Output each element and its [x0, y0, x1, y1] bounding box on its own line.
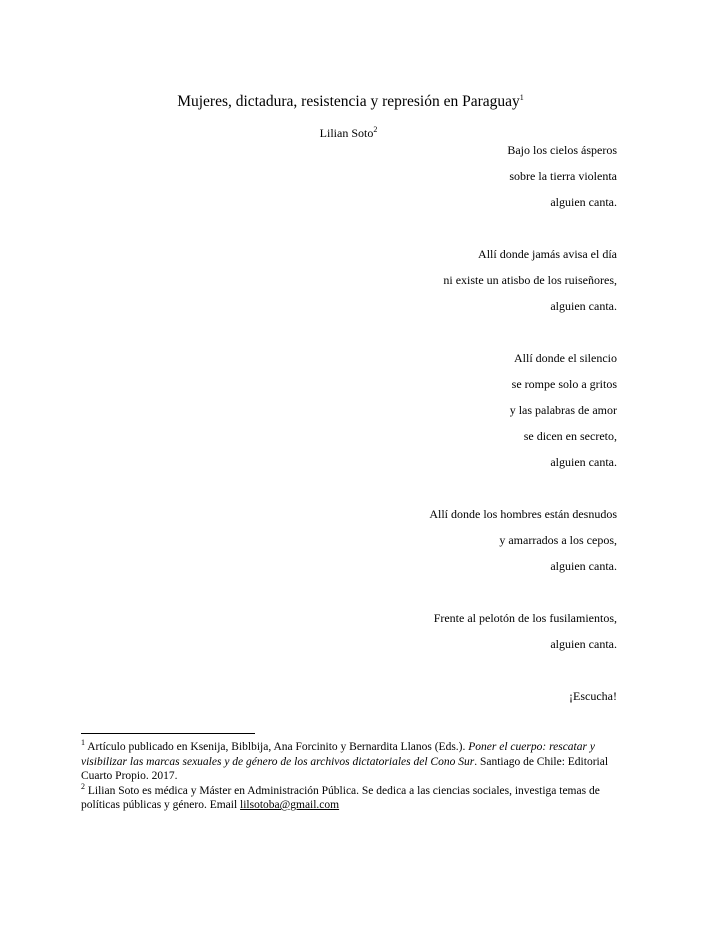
poem-line: alguien canta. [550, 455, 617, 469]
document-title [0, 92, 701, 112]
poem-line: Allí donde el silencio [514, 351, 617, 365]
poem-stanza [257, 608, 617, 660]
poem-stanza [257, 140, 617, 218]
poem-line: y las palabras de amor [509, 403, 617, 417]
poem-line: sobre la tierra violenta [509, 169, 617, 183]
footnote-1-publisher: . Santiago de Chile: Editorial Cuarto Propio. 2017. [81, 755, 609, 782]
footnote-1-mark: 1 [81, 738, 85, 748]
author-footnote-mark[interactable]: 2 [373, 125, 378, 134]
poem-stanza [257, 686, 617, 712]
author-line [0, 125, 697, 141]
author-name: Lilian Soto [319, 126, 374, 140]
poem-line: Frente al pelotón de los fusilamientos, [433, 611, 617, 625]
title-footnote-mark[interactable]: 1 [519, 92, 524, 102]
footnote-2-mark: 2 [81, 781, 85, 791]
poem-stanza [257, 244, 617, 322]
poem-line: se rompe solo a gritos [511, 377, 617, 391]
footnote-1-book-title: Poner el cuerpo: rescatar y visibilizar las marcas sexuales y de género de los archivos dictatoriales del Cono Sur [81, 741, 595, 768]
poem-stanza [257, 504, 617, 582]
poem-line: Allí donde jamás avisa el día [478, 247, 617, 261]
footnote-1 [81, 740, 621, 784]
poem-line: y amarrados a los cepos, [499, 533, 617, 547]
footnote-separator [81, 733, 255, 734]
poem-line: Allí donde los hombres están desnudos [429, 507, 617, 521]
poem-line: alguien canta. [550, 195, 617, 209]
footnote-2-text: Lilian Soto es médica y Máster en Administración Pública. Se dedica a las ciencias sociales, investiga temas de políticas públicas y género. Email [81, 784, 600, 811]
poem-line: alguien canta. [550, 637, 617, 651]
poem-line: alguien canta. [550, 559, 617, 573]
footnote-1-text: Artículo publicado en Ksenija, Biblbija, Ana Forcinito y Bernardita Llanos (Eds.). [87, 741, 466, 753]
poem-line: ni existe un atisbo de los ruiseñores, [443, 273, 617, 287]
footnote-2 [81, 781, 621, 813]
title-text: Mujeres, dictadura, resistencia y represión en Paraguay [177, 93, 520, 110]
poem-line: alguien canta. [550, 299, 617, 313]
poem-line: se dicen en secreto, [523, 429, 617, 443]
poem-line: Bajo los cielos ásperos [507, 143, 617, 157]
email-link[interactable]: lilsotoba@gmail.com [240, 799, 340, 811]
poem [257, 140, 617, 738]
poem-line: ¡Escucha! [569, 689, 617, 703]
footnotes [81, 740, 621, 813]
poem-stanza [257, 348, 617, 478]
